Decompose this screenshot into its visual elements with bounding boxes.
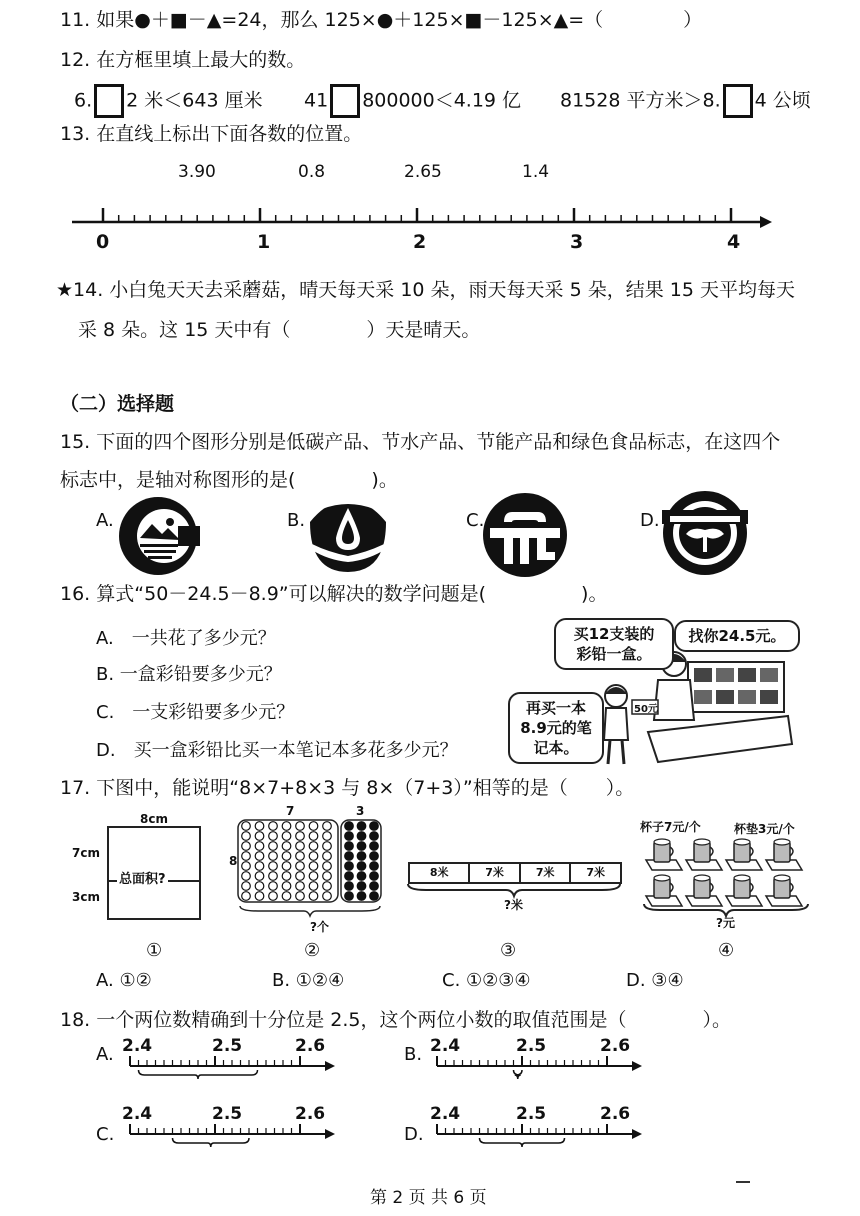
fig3-segment: 8米 <box>410 864 470 882</box>
cups-illustration <box>640 832 810 912</box>
q12-p3b: 4 公顷 <box>754 89 811 112</box>
section-title: （二）选择题 <box>60 393 175 415</box>
scan-mark <box>736 1181 750 1183</box>
dot <box>255 842 264 851</box>
dot <box>357 882 366 891</box>
q12-p1a: 6. <box>74 89 93 112</box>
q14-line-2: 采 8 朵。这 15 天中有（ ）天是晴天。 <box>78 319 481 341</box>
ruler-c-brace-icon <box>173 1138 250 1147</box>
dot <box>282 862 291 871</box>
dot <box>242 872 251 881</box>
dot <box>309 862 318 871</box>
q12-item-1 <box>74 84 263 118</box>
q15-line-2: 标志中，是轴对称图形的是( )。 <box>60 469 398 491</box>
q12-item-2 <box>304 84 521 118</box>
bubble-text: 找你24.5元。 <box>688 627 786 645</box>
dot <box>269 892 278 901</box>
cup-rim-icon <box>654 839 670 845</box>
q17-option-a[interactable]: A. ①② <box>96 970 152 991</box>
bubble-text: 买12支装的 <box>573 625 655 643</box>
fig4-label: 杯垫3元/个 <box>734 822 795 836</box>
ruler-label: 2.4 <box>122 1036 153 1056</box>
dot <box>255 882 264 891</box>
fig3-segment: 7米 <box>470 864 521 882</box>
fig2-left-label: 8 <box>229 854 238 868</box>
ruler-label: 2.4 <box>122 1104 153 1124</box>
dot <box>370 842 379 851</box>
water-saving-logo-icon <box>308 494 388 574</box>
dot <box>309 852 318 861</box>
q18-option-b[interactable]: B. <box>404 1044 423 1065</box>
dot <box>345 822 354 831</box>
q13-number: 3.90 <box>178 162 216 182</box>
q15-line-1: 15. 下面的四个图形分别是低碳产品、节水产品、节能产品和绿色食品标志，在这四个 <box>60 431 781 453</box>
number-line-tick-label: 4 <box>727 231 741 253</box>
dot <box>309 832 318 841</box>
dot <box>282 852 291 861</box>
dot <box>309 872 318 881</box>
dot-brace-icon <box>240 906 380 916</box>
q17-option-d[interactable]: D. ③④ <box>626 970 684 991</box>
bubble-text: 8.9元的笔 <box>520 719 592 737</box>
dot-array <box>238 818 398 918</box>
cup-rim-icon <box>694 875 710 881</box>
dot <box>323 862 332 871</box>
fig2-top-label: 7 <box>286 804 295 818</box>
dot <box>345 852 354 861</box>
ruler-label: 2.5 <box>212 1036 243 1056</box>
ruler-label: 2.5 <box>516 1036 547 1056</box>
bubble-text: 彩铅一盒。 <box>576 645 652 663</box>
dot <box>357 852 366 861</box>
dot <box>242 852 251 861</box>
ruler-label: 2.4 <box>430 1036 461 1056</box>
dot <box>309 882 318 891</box>
answer-box[interactable] <box>330 84 360 118</box>
cup-rim-icon <box>654 875 670 881</box>
dot <box>296 822 305 831</box>
q16-option-c[interactable]: C. 一支彩铅要多少元？ <box>96 702 295 723</box>
dot <box>357 872 366 881</box>
dot <box>323 822 332 831</box>
number-line-arrow-icon <box>760 216 772 228</box>
money-label: 50元 <box>634 704 658 715</box>
shop-illustration <box>508 612 794 772</box>
figure-number: ② <box>304 940 321 961</box>
ruler-label: 2.6 <box>295 1104 326 1124</box>
q16-title: 16. 算式“50－24.5－8.9”可以解决的数学问题是( )。 <box>60 583 608 605</box>
speech-bubble <box>554 618 674 670</box>
q11-close: ） <box>683 9 703 31</box>
figure-number: ③ <box>500 940 517 961</box>
energy-saving-logo-icon <box>482 492 568 578</box>
number-line-tick-label: 1 <box>257 231 271 253</box>
dot <box>269 882 278 891</box>
dot <box>269 872 278 881</box>
dot <box>296 872 305 881</box>
q16-option-d[interactable]: D. 买一盒彩铅比买一本笔记本多花多少元？ <box>96 740 458 761</box>
dot <box>345 892 354 901</box>
dot <box>357 842 366 851</box>
dot <box>309 892 318 901</box>
q14-line-1: ★14. 小白兔天天去采蘑菇，晴天每天采 10 朵，雨天每天采 5 朵，结果 15 天平均每天 <box>56 279 795 301</box>
fig1-center-label: 总面积? <box>117 868 168 887</box>
dot <box>296 892 305 901</box>
answer-box[interactable] <box>723 84 753 118</box>
dot <box>255 862 264 871</box>
ruler-b-brace-icon <box>514 1070 523 1079</box>
cup-rim-icon <box>734 875 750 881</box>
dot <box>282 882 291 891</box>
ruler-d-brace-icon <box>480 1138 565 1147</box>
dot <box>370 832 379 841</box>
q16-option-b[interactable]: B. 一盒彩铅要多少元？ <box>96 664 282 685</box>
dot <box>269 832 278 841</box>
fig3-segment-bar <box>408 862 622 884</box>
dot <box>345 882 354 891</box>
page-footer: 第 2 页 共 6 页 <box>370 1188 487 1208</box>
ruler-label: 2.6 <box>600 1104 631 1124</box>
dot <box>296 852 305 861</box>
low-carbon-logo-icon <box>118 496 198 576</box>
dot <box>242 862 251 871</box>
dot <box>282 822 291 831</box>
dot <box>370 892 379 901</box>
q12-title: 12. 在方框里填上最大的数。 <box>60 49 306 71</box>
dot <box>323 882 332 891</box>
dot <box>255 892 264 901</box>
dot <box>296 832 305 841</box>
cup-rim-icon <box>774 875 790 881</box>
answer-box[interactable] <box>94 84 124 118</box>
question-11 <box>60 8 702 32</box>
figure-number: ① <box>146 940 163 961</box>
q18-option-d[interactable]: D. <box>404 1124 424 1145</box>
fig3-bottom-label: ?米 <box>504 898 523 912</box>
q11-text: 11. 如果●＋■－▲=24，那么 125×●＋125×■－125×▲=（ <box>60 9 604 31</box>
dot <box>345 842 354 851</box>
fig4-bottom-label: ?元 <box>716 916 735 930</box>
dot <box>309 822 318 831</box>
dot <box>357 832 366 841</box>
dot <box>345 832 354 841</box>
dot <box>255 852 264 861</box>
dot <box>242 822 251 831</box>
fig2-top-label: 3 <box>356 804 365 818</box>
q12-p2b: 800000＜4.19 亿 <box>362 89 522 112</box>
dot <box>357 822 366 831</box>
q13-number: 1.4 <box>522 162 550 182</box>
fig1-left-label: 3cm <box>72 890 100 904</box>
q18-option-c[interactable]: C. <box>96 1124 115 1145</box>
fig1-top-label: 8cm <box>140 812 168 826</box>
q17-option-b[interactable]: B. ①②④ <box>272 970 345 991</box>
dot <box>296 882 305 891</box>
q17-option-c[interactable]: C. ①②③④ <box>442 970 531 991</box>
q16-option-a[interactable]: A. 一共花了多少元？ <box>96 628 276 649</box>
dot <box>370 822 379 831</box>
fig4-label: 杯子7元/个 <box>640 820 701 834</box>
dot <box>296 842 305 851</box>
ruler-a-arrow-icon <box>325 1061 335 1071</box>
q17-title: 17. 下图中，能说明“8×7+8×3 与 8×（7+3）”相等的是（ ）。 <box>60 777 635 799</box>
speech-bubble <box>508 692 604 764</box>
ruler-b-arrow-icon <box>632 1061 642 1071</box>
q15-option-b[interactable]: B. <box>287 510 306 531</box>
dot <box>269 842 278 851</box>
q15-option-c[interactable]: C. <box>466 510 485 531</box>
q12-p3a: 81528 平方米＞8. <box>560 89 721 112</box>
cup-rim-icon <box>734 839 750 845</box>
dot <box>269 862 278 871</box>
dot <box>255 822 264 831</box>
dot <box>323 832 332 841</box>
dot <box>282 892 291 901</box>
ruler-a-brace-icon <box>139 1070 258 1079</box>
q13-number: 2.65 <box>404 162 442 182</box>
q12-p2a: 41 <box>304 89 329 112</box>
dot <box>357 862 366 871</box>
ruler-c-arrow-icon <box>325 1129 335 1139</box>
dot <box>323 892 332 901</box>
fig3-segment: 7米 <box>521 864 572 882</box>
ruler-label: 2.5 <box>212 1104 243 1124</box>
dot <box>370 862 379 871</box>
dot <box>255 832 264 841</box>
ruler-label: 2.6 <box>295 1036 326 1056</box>
dot <box>282 872 291 881</box>
q12-p1b: 2 米＜643 厘米 <box>126 89 263 112</box>
dot <box>370 882 379 891</box>
q18-title: 18. 一个两位数精确到十分位是 2.5，这个两位小数的取值范围是（ ）。 <box>60 1009 732 1031</box>
figure-number: ④ <box>718 940 735 961</box>
dot <box>309 842 318 851</box>
dot <box>296 862 305 871</box>
dot <box>269 822 278 831</box>
number-line-tick-label: 3 <box>570 231 584 253</box>
q13-title: 13. 在直线上标出下面各数的位置。 <box>60 123 363 145</box>
green-food-logo-icon <box>662 490 748 576</box>
ruler-group <box>0 1050 860 1190</box>
dot <box>242 882 251 891</box>
dot <box>282 842 291 851</box>
dot <box>370 872 379 881</box>
ruler-label: 2.4 <box>430 1104 461 1124</box>
dot <box>255 872 264 881</box>
ruler-label: 2.6 <box>600 1036 631 1056</box>
number-line-tick-label: 0 <box>96 231 110 253</box>
speech-bubble <box>674 620 800 652</box>
dot <box>323 842 332 851</box>
ruler-d-arrow-icon <box>632 1129 642 1139</box>
dot <box>242 832 251 841</box>
bubble-text: 记本。 <box>533 739 579 757</box>
dot <box>282 832 291 841</box>
number-line-tick-label: 2 <box>413 231 427 253</box>
fig1-left-label: 7cm <box>72 846 100 860</box>
dot <box>269 852 278 861</box>
bubble-text: 再买一本 <box>525 699 586 717</box>
fig3-segment: 7米 <box>586 866 606 879</box>
cup-rim-icon <box>694 839 710 845</box>
q18-option-a[interactable]: A. <box>96 1044 114 1065</box>
dot <box>357 892 366 901</box>
cup-rim-icon <box>774 839 790 845</box>
q12-item-3 <box>560 84 811 118</box>
q15-option-d[interactable]: D. <box>640 510 660 531</box>
dot <box>323 852 332 861</box>
fig2-bottom-label: ?个 <box>310 920 329 934</box>
dot <box>242 842 251 851</box>
dot <box>370 852 379 861</box>
dot <box>345 872 354 881</box>
dot <box>323 872 332 881</box>
ruler-label: 2.5 <box>516 1104 547 1124</box>
q15-option-a[interactable]: A. <box>96 510 114 531</box>
dot <box>242 892 251 901</box>
dot <box>345 862 354 871</box>
q13-number: 0.8 <box>298 162 326 182</box>
